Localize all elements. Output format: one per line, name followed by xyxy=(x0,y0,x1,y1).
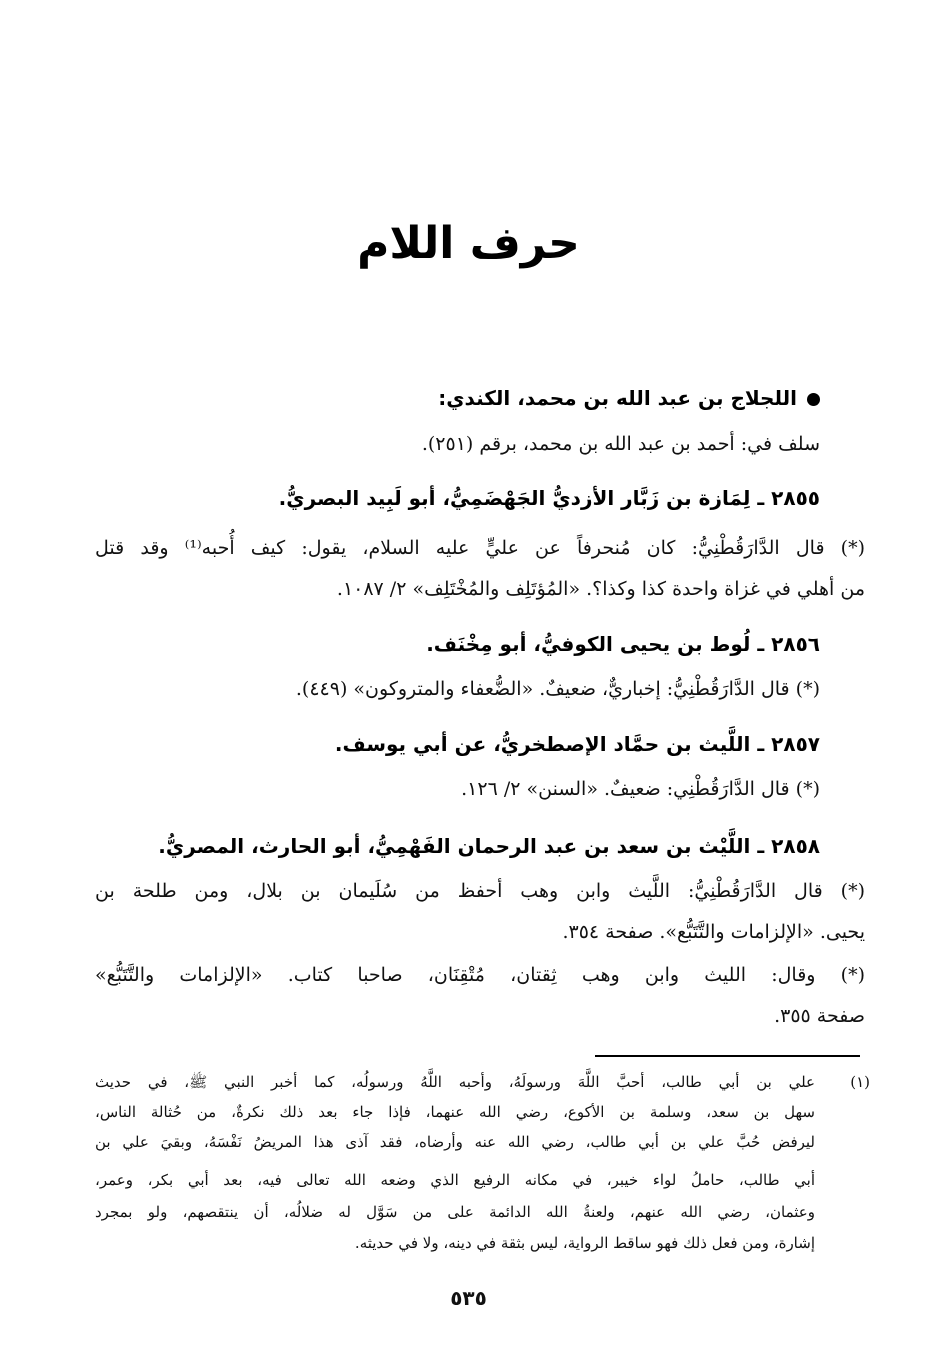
footnote-line: ليرفض حُبَّ علي بن أبي طالب، رضي الله عنه وأرضاه، فقد آذى هذا المريضُ نَفْسَهُ، وبقيَ علي بن xyxy=(95,1133,815,1151)
entry-line: يحيى. «الإلزامات والتَّتَبُّع». صفحة ٣٥٤. xyxy=(562,921,865,943)
entry-line: (*) وقال: الليث وابن وهب ثِقتان، مُتْقِنَان، صاحبا كتاب. «الإلزامات والتَّتَبُّع» xyxy=(95,964,865,986)
entry-heading: ٢٨٥٧ ـ اللَّيث بن حمَّاد الإصطخريُّ، عن أبي يوسف. xyxy=(334,732,820,756)
entry-line: من أهلي في غزاة واحدة كذا وكذا؟. «المُؤتَلِف والمُخْتَلِف» ٢/ ١٠٨٧. xyxy=(336,578,865,600)
chapter-title: حرف اللام xyxy=(357,218,580,269)
entry-line: (*) قال الدَّارَقُطْنِيُّ: كان مُنحرفاً عن عليٍّ عليه السلام، يقول: كيف أُحبه⁽¹⁾ وقد قتل xyxy=(95,537,865,559)
bullet-icon xyxy=(807,393,820,406)
page-number: ٥٣٥ xyxy=(450,1286,487,1310)
footnote-line: علي بن أبي طالب، أحبَّ اللَّهَ ورسولَهُ، وأحبه اللَّهُ ورسولُه، كما أخبر النبي ﷺ، في حديث xyxy=(95,1073,815,1091)
footnote-line: أبي طالب، حاملُ لواء خيبر، في مكانه الرفيع الذي وضعه الله تعالى فيه، بعد أبي بكر، وعمر، xyxy=(95,1171,815,1189)
entry-line: (*) قال الدَّارَقُطْنِي: ضعيفٌ. «السنن» ٢/ ١٢٦. xyxy=(461,778,820,800)
entry-line: (*) قال الدَّارَقُطْنِيُّ: إخباريٌّ، ضعيفٌ. «الضُّعفاء والمتروكون» (٤٤٩). xyxy=(295,678,820,700)
footnote-separator xyxy=(595,1055,860,1057)
footnote-number: (١) xyxy=(850,1073,870,1091)
intro-heading: اللجلاج بن عبد الله بن محمد، الكندي: xyxy=(95,386,820,410)
entry-line: (*) قال الدَّارَقُطْنِيُّ: اللَّيث وابن وهب أحفظ من سُلَيمان بن بلال، ومن طلحة بن xyxy=(95,880,865,902)
intro-line: سلف في: أحمد بن عبد الله بن محمد، برقم (٢٥١). xyxy=(421,433,820,455)
entry-heading: ٢٨٥٥ ـ لِمَازة بن زَبَّار الأزديُّ الجَهْضَمِيُّ، أبو لَبِيد البصريُّ. xyxy=(278,486,820,510)
footnote-line: وعثمان، رضي الله عنهم، ولعنةُ الله الدائمة على من سَوَّل له ضلالُه، أن ينتقصهم، ولو بمجرد xyxy=(95,1203,815,1221)
entry-heading: ٢٨٥٦ ـ لُوط بن يحيى الكوفيُّ، أبو مِخْنَف. xyxy=(426,632,820,656)
entry-line: صفحة ٣٥٥. xyxy=(774,1005,865,1027)
footnote-line: إشارة، ومن فعل ذلك فهو ساقط الرواية، ليس بثقة في دينه، ولا في حديثه. xyxy=(354,1234,815,1252)
footnote-line: سهل بن سعد، وسلمة بن الأكوع، رضي الله عنهما، فإذا جاء بعد ذلك نكرةٌ، من حُثالة الناس، xyxy=(95,1103,815,1121)
entry-heading: ٢٨٥٨ ـ اللَّيْث بن سعد بن عبد الرحمان الفَهْمِيُّ، أبو الحارث، المصريُّ. xyxy=(158,834,820,858)
